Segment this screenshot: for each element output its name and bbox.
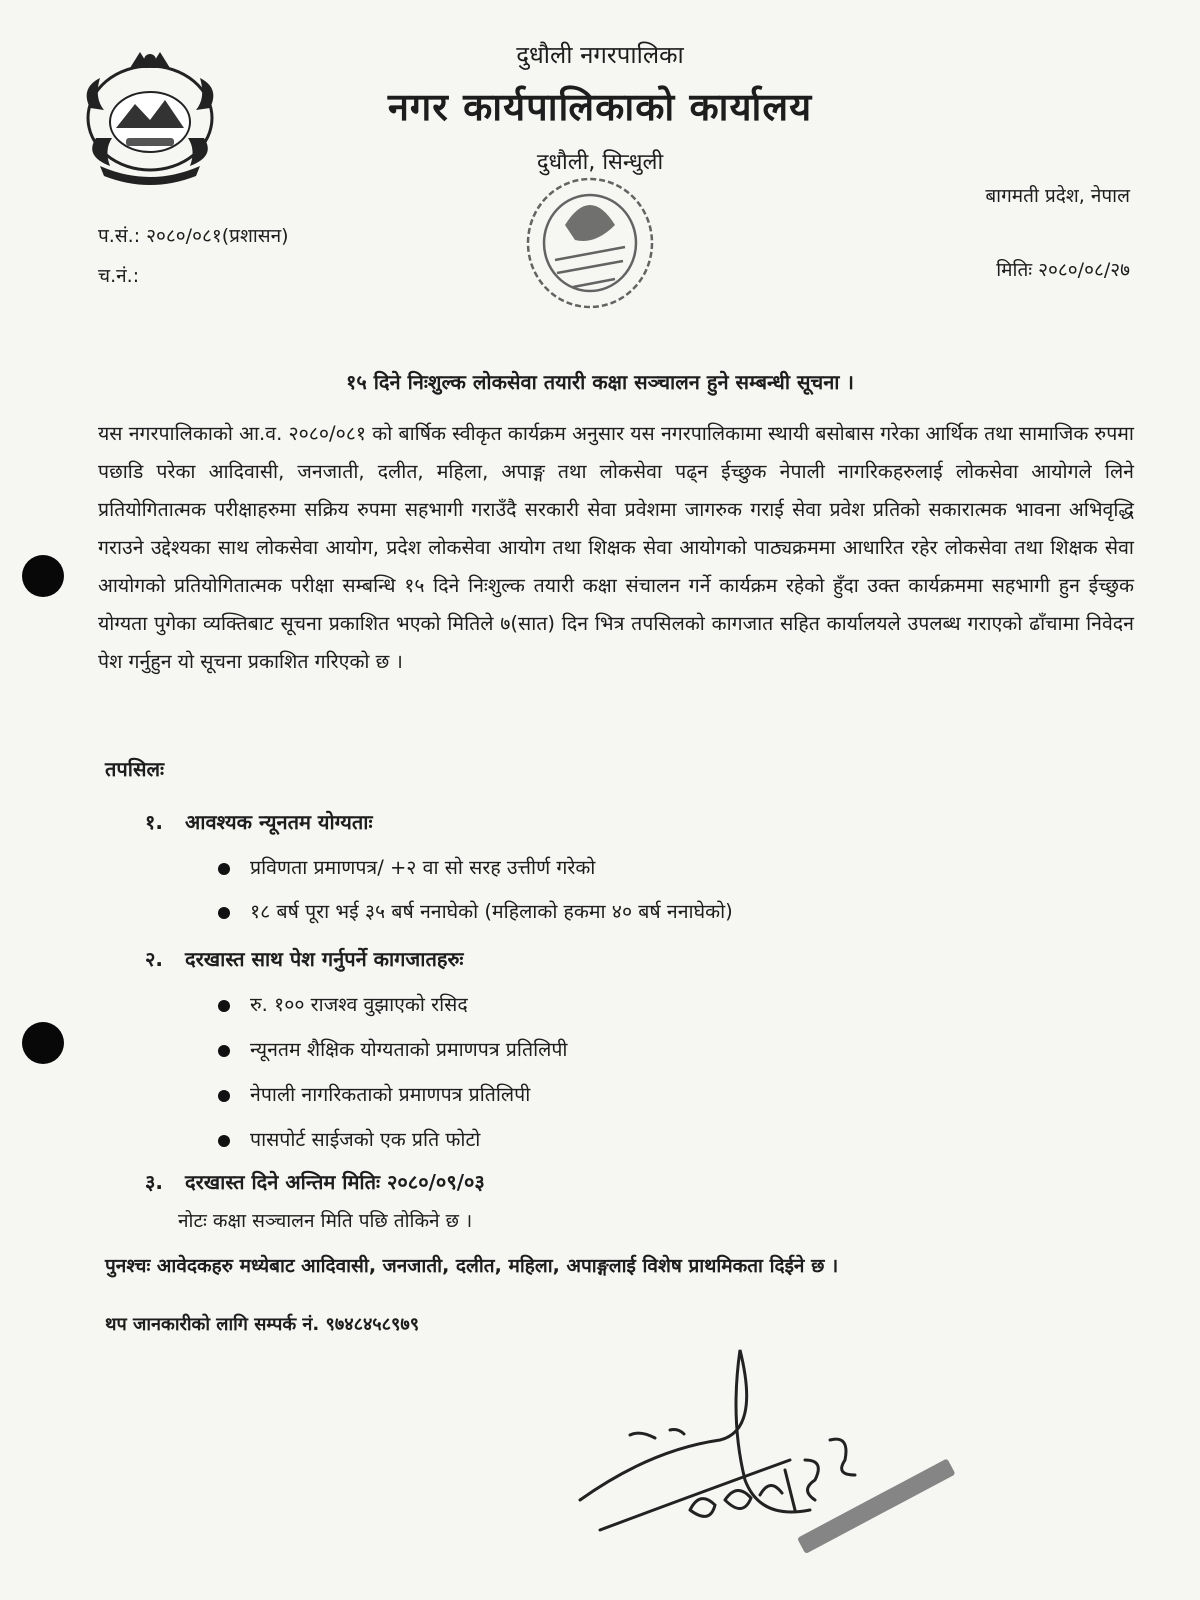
postscript-text: पुनश्चः आवेदकहरु मध्येबाट आदिवासी, जनजाती, दलीत, महिला, अपाङ्गलाई विशेष प्राथमिकता दिईने छ । xyxy=(105,1255,839,1277)
list-item-text: प्रविणता प्रमाणपत्र/ +२ वा सो सरह उत्तीर्ण गरेको xyxy=(250,856,596,879)
list-item xyxy=(218,1035,567,1062)
municipality-name: दुधौली नगरपालिका xyxy=(516,41,684,69)
punch-hole xyxy=(22,1022,64,1064)
list-item xyxy=(218,853,595,880)
notice-subject: १५ दिने निःशुल्क लोकसेवा तयारी कक्षा सञ्चालन हुने सम्बन्धी सूचना । xyxy=(345,370,855,394)
contact-number: थप जानकारीको लागि सम्पर्क नं. ९७४८४५८९७९ xyxy=(105,1314,420,1335)
section-title: आवश्यक न्यूनतम योग्यताः xyxy=(185,810,373,834)
notice-body: यस नगरपालिकाको आ.व. २०८०/०८१ को बार्षिक स्वीकृत कार्यक्रम अनुसार यस नगरपालिकामा स्थायी बसोबास गरेका आर्थिक तथा सामाजिक रुपमा पछाडि परेका आदिवासी, जनजाती, दलीत, महिला, अपाङ्ग तथा लोकसेवा पढ्न ईच्छुक नेपाली नागरिकहरुलाई लोकसेवा आयोगले लिने प्रतियोगितात्मक परीक्षाहरुमा सक्रिय रुपमा सहभागी गराउँदै सरकारी सेवा प्रवेशमा जागरुक गराई सेवा प्रवेश प्रतिको सकारात्मक भावना अभिवृद्धि गराउने उद्देश्यका साथ लोकसेवा आयोग, प्रदेश लोकसेवा आयोग तथा शिक्षक सेवा आयोगको पाठ्यक्रममा आधारित रहेर लोकसेवा तथा शिक्षक सेवा आयोगको प्रतियोगितात्मक परीक्षा सम्बन्धि १५ दिने निःशुल्क तयारी कक्षा संचालन गर्ने कार्यक्रम रहेको हुँदा उक्त कार्यक्रममा सहभागी हुन ईच्छुक योग्यता पुगेका व्यक्तिबाट सूचना प्रकाशित भएको मितिले ७(सात) दिन भित्र तपसिलको कागजात सहित कार्यालयले उपलब्ध गराएको ढाँचामा निवेदन पेश गर्नुहुन यो सूचना प्रकाशित गरिएको छ । xyxy=(98,422,1134,673)
list-item xyxy=(218,990,468,1017)
list-item-text: नेपाली नागरिकताको प्रमाणपत्र प्रतिलिपी xyxy=(250,1083,531,1106)
bullet-icon xyxy=(218,1000,230,1012)
section-1-title xyxy=(145,808,373,835)
office-title: नगर कार्यपालिकाको कार्यालय xyxy=(387,85,813,129)
section-title: दरखास्त साथ पेश गर्नुपर्ने कागजातहरुः xyxy=(185,947,464,971)
section-3-title xyxy=(145,1168,485,1195)
list-item-text: न्यूनतम शैक्षिक योग्यताको प्रमाणपत्र प्रतिलिपी xyxy=(250,1038,568,1061)
section-number: ३. xyxy=(145,1170,163,1194)
list-item-text: पासपोर्ट साईजको एक प्रति फोटो xyxy=(250,1128,481,1151)
list-item xyxy=(218,1080,530,1107)
bullet-icon xyxy=(218,1135,230,1147)
signature-icon xyxy=(560,1330,980,1590)
reference-number: प.सं.: २०८०/०८१(प्रशासन) xyxy=(98,225,289,247)
note-text: नोटः कक्षा सञ्चालन मिति पछि तोकिने छ । xyxy=(178,1210,473,1232)
details-heading: तपसिलः xyxy=(105,757,165,781)
bullet-icon xyxy=(218,1045,230,1057)
province-label: बागमती प्रदेश, नेपाल xyxy=(985,185,1130,207)
office-stamp-icon xyxy=(515,165,665,320)
section-2-title xyxy=(145,945,463,972)
list-item xyxy=(218,897,733,924)
office-location: दुधौली, सिन्धुली xyxy=(536,150,664,175)
list-item-text: रु. १०० राजश्व वुझाएको रसिद xyxy=(250,993,468,1016)
list-item-text: १८ बर्ष पूरा भई ३५ बर्ष ननाघेको (महिलाको हकमा ४० बर्ष ननाघेको) xyxy=(250,900,733,923)
list-item xyxy=(218,1125,480,1152)
punch-hole xyxy=(22,555,64,597)
bullet-icon xyxy=(218,907,230,919)
bullet-icon xyxy=(218,1090,230,1102)
notice-date: मितिः २०८०/०८/२७ xyxy=(996,259,1130,281)
section-number: २. xyxy=(145,947,163,971)
section-number: १. xyxy=(145,810,163,834)
dispatch-number: च.नं.: xyxy=(98,265,140,287)
section-title: दरखास्त दिने अन्तिम मितिः २०८०/०९/०३ xyxy=(185,1170,485,1194)
bullet-icon xyxy=(218,863,230,875)
